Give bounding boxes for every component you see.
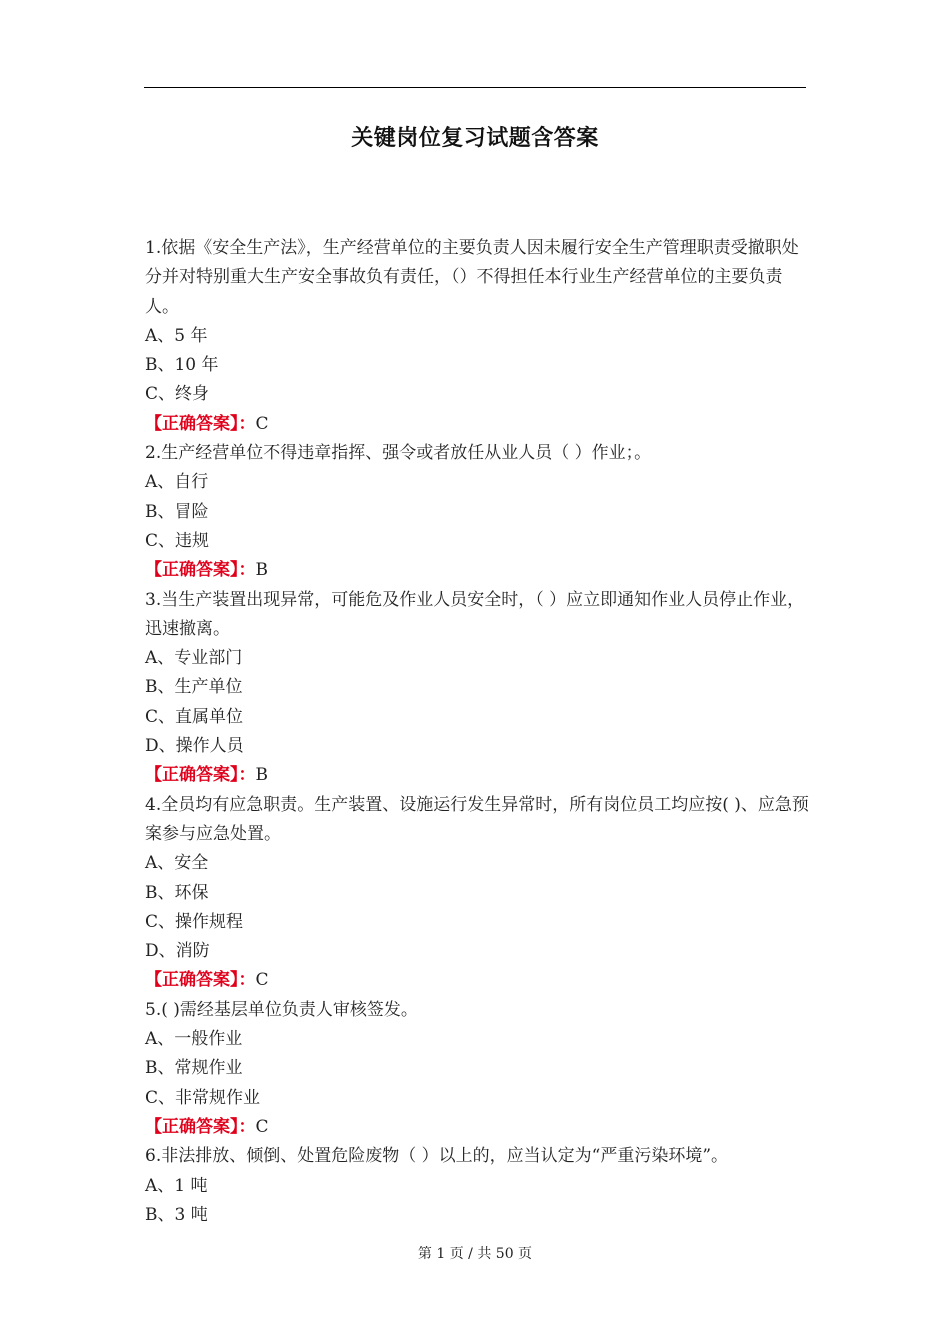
option-c: C、违规 [145,530,210,551]
option-a: A、安全 [145,853,209,874]
option-a: A、专业部门 [145,648,243,669]
question-5 [145,996,810,1142]
option-b: B、10 年 [145,355,219,376]
question-text: 3.当生产装置出现异常，可能危及作业人员安全时，（ ）应立即通知作业人员停止作业，迅速撤离。 [145,589,805,639]
option-b: B、3 吨 [145,1204,208,1225]
correct-answer [145,966,810,995]
option-c: C、操作规程 [145,911,244,932]
question-2 [145,439,810,585]
option-a: A、1 吨 [145,1175,208,1196]
correct-answer [145,1113,810,1142]
option-c: C、直属单位 [145,706,244,727]
option-a: A、5 年 [145,325,208,346]
answer-value: B [255,765,268,786]
question-list [145,234,810,1230]
answer-label: 【正确答案】： [145,560,256,581]
question-4 [145,791,810,996]
answer-label: 【正确答案】： [145,1116,256,1137]
option-c: C、非常规作业 [145,1087,261,1108]
option-a: A、自行 [145,472,209,493]
answer-label: 【正确答案】： [145,765,256,786]
answer-value: B [255,560,268,581]
question-text: 2.生产经营单位不得违章指挥、强令或者放任从业人员（ ）作业；。 [145,443,652,464]
correct-answer [145,556,810,585]
question-6 [145,1142,810,1230]
option-b: B、冒险 [145,501,209,522]
option-c: C、终身 [145,384,210,405]
answer-value: C [255,1116,269,1137]
option-b: B、环保 [145,882,209,903]
answer-value: C [255,413,269,434]
question-text: 4.全员均有应急职责。生产装置、设施运行发生异常时，所有岗位员工均应按( )、应急预案参与应急处置。 [145,794,809,844]
answer-value: C [255,970,269,991]
option-d: D、操作人员 [145,736,244,757]
option-d: D、消防 [145,941,210,962]
option-a: A、一般作业 [145,1029,243,1050]
question-text: 5.( )需经基层单位负责人审核签发。 [145,999,418,1020]
question-text: 1.依据《安全生产法》，生产经营单位的主要负责人因未履行安全生产管理职责受撤职处分并对特别重大生产安全事故负有责任，（）不得担任本行业生产经营单位的主要负责人。 [145,238,799,317]
question-1 [145,234,810,439]
question-3 [145,586,810,791]
correct-answer [145,761,810,790]
header-rule [144,87,806,88]
option-b: B、生产单位 [145,677,243,698]
answer-label: 【正确答案】： [145,413,256,434]
answer-label: 【正确答案】： [145,970,256,991]
question-text: 6.非法排放、倾倒、处置危险废物（ ）以上的，应当认定为“严重污染环境”。 [145,1146,729,1167]
document-title: 关键岗位复习试题含答案 [351,125,599,151]
option-b: B、常规作业 [145,1058,243,1079]
correct-answer [145,410,810,439]
page-footer: 第 1 页 / 共 50 页 [417,1246,533,1262]
